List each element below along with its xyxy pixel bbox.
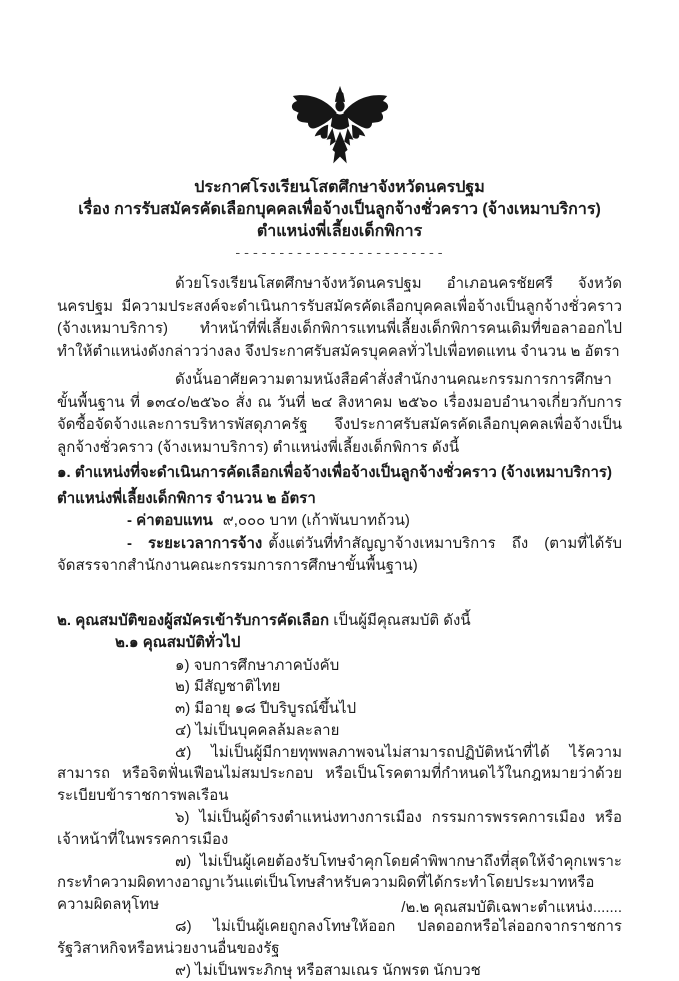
document-body xyxy=(0,177,679,981)
qualification-item-9: ๙) ไม่เป็นพระภิกษุ หรือสามเณร นักพรต นักบวช xyxy=(175,961,481,979)
qualification-item-3: ๓) มีอายุ ๑๘ ปีบริบูรณ์ขึ้นไป xyxy=(175,700,357,718)
compensation-line xyxy=(57,510,622,533)
emblem-container xyxy=(0,0,679,177)
qualification-item-4: ๔) ไม่เป็นบุคคลล้มละลาย xyxy=(175,721,340,739)
section2-heading-rest: เป็นผู้มีคุณสมบัติ ดังนี้ xyxy=(329,611,471,629)
section1-heading-line2: ตำแหน่งพี่เลี้ยงเด็กพิการ จำนวน ๒ อัตรา xyxy=(57,489,316,507)
qualification-item-6: ๖) ไม่เป็นผู้ดำรงตำแหน่งทางการเมือง กรรมการพรรคการเมือง หรือเจ้าหน้าที่ในพรรคการเมือง xyxy=(57,809,622,848)
qualification-item-2: ๒) มีสัญชาติไทย xyxy=(175,678,281,696)
employment-period-line xyxy=(57,533,622,578)
qualification-item-5: ๕) ไม่เป็นผู้มีกายทุพพลภาพจนไม่สามารถปฏิบัติหน้าที่ได้ ไร้ความสามารถ หรือจิตฟั่นเฟือนไม่สมประกอบ หรือเป็นโรคตามที่กำหนดไว้ในกฎหมายว่าด้วยระเบียบข้าราชการพลเรือน xyxy=(57,743,622,805)
intro-paragraph: ด้วยโรงเรียนโสตศึกษาจังหวัดนครปฐม อำเภอนครชัยศรี จังหวัดนครปฐม มีความประสงค์จะดำเนินการรับสมัครคัดเลือกบุคคลเพื่อจ้างเป็นลูกจ้างชั่วคราว (จ้างเหมาบริการ) ทำหน้าที่พี่เลี้ยงเด็กพิการแทนพี่เลี้ยงเด็กพิการคนเดิมที่ขอลาออกไป ทำให้ตำแหน่งดังกล่าวว่างลง จึงประกาศรับสมัครบุคคลทั่วไปเพื่อทดแทน จำนวน ๒ อัตรา xyxy=(57,275,622,360)
garuda-emblem-icon xyxy=(281,84,399,177)
authority-paragraph: ดังนั้นอาศัยความตามหนังสือคำสั่งสำนักงานคณะกรรมการการศึกษาขั้นพื้นฐาน ที่ ๑๓๔๐/๒๕๖๐ สั่ง ณ วันที่ ๒๔ สิงหาคม ๒๕๖๐ เรื่องมอบอำนาจเกี่ยวกับการจัดซื้อจัดจ้างและการบริหารพัสดุภาครัฐ จึงประกาศรับสมัครคัดเลือกบุคคลเพื่อจ้างเป็นลูกจ้างชั่วคราว (จ้างเหมาบริการ) ตำแหน่งพี่เลี้ยงเด็กพิการ ดังนี้ xyxy=(57,371,622,456)
section2-heading xyxy=(57,610,622,633)
section1-heading-line1: ๑. ตำแหน่งที่จะดำเนินการคัดเลือกเพื่อจ้างเพื่อจ้างเป็นลูกจ้างชั่วคราว (จ้างเหมาบริการ) xyxy=(57,464,612,481)
qualification-item-7: ๗) ไม่เป็นผู้เคยต้องรับโทษจำคุกโดยคำพิพากษาถึงที่สุดให้จำคุกเพราะกระทำความผิดทางอาญาเว้นแต่เป็นโทษสำหรับความผิดที่ได้กระทำโดยประมาทหรือความผิดลหุโทษ xyxy=(57,852,622,914)
qualification-item-8: ๘) ไม่เป็นผู้เคยถูกลงโทษให้ออก ปลดออกหรือไล่ออกจากราชการ รัฐวิสาหกิจหรือหน่วยงานอื่นของรัฐ xyxy=(57,918,622,957)
employment-period-value: ตั้งแต่วันที่ทำสัญญาจ้างเหมาบริการ ถึง (ตามที่ได้รับจัดสรรจากสำนักงานคณะกรรมการการศึกษาขั้นพื้นฐาน) xyxy=(57,534,622,574)
compensation-label: - ค่าตอบแทน xyxy=(127,512,213,529)
section2-subheading: ๒.๑ คุณสมบัติทั่วไป xyxy=(115,634,241,651)
continuation-note: /๒.๒ คุณสมบัติเฉพาะตำแหน่ง....... xyxy=(401,899,622,916)
employment-period-label: - ระยะเวลาการจ้าง xyxy=(127,534,263,552)
qualification-item-1: ๑) จบการศึกษาภาคบังคับ xyxy=(175,656,340,674)
title-divider: ------------------------ xyxy=(233,246,446,261)
section2-heading-bold: ๒. คุณสมบัติของผู้สมัครเข้ารับการคัดเลือก xyxy=(57,611,330,629)
document-title-line1: ประกาศโรงเรียนโสตศึกษาจังหวัดนครปฐม xyxy=(194,179,485,196)
compensation-value: ๙,๐๐๐ บาท (เก้าพันบาทถ้วน) xyxy=(222,512,410,529)
document-title-line2: เรื่อง การรับสมัครคัดเลือกบุคคลเพื่อจ้างเป็นลูกจ้างชั่วคราว (จ้างเหมาบริการ) ตำแหน่งพี่เลี้ยงเด็กพิการ xyxy=(78,201,601,240)
